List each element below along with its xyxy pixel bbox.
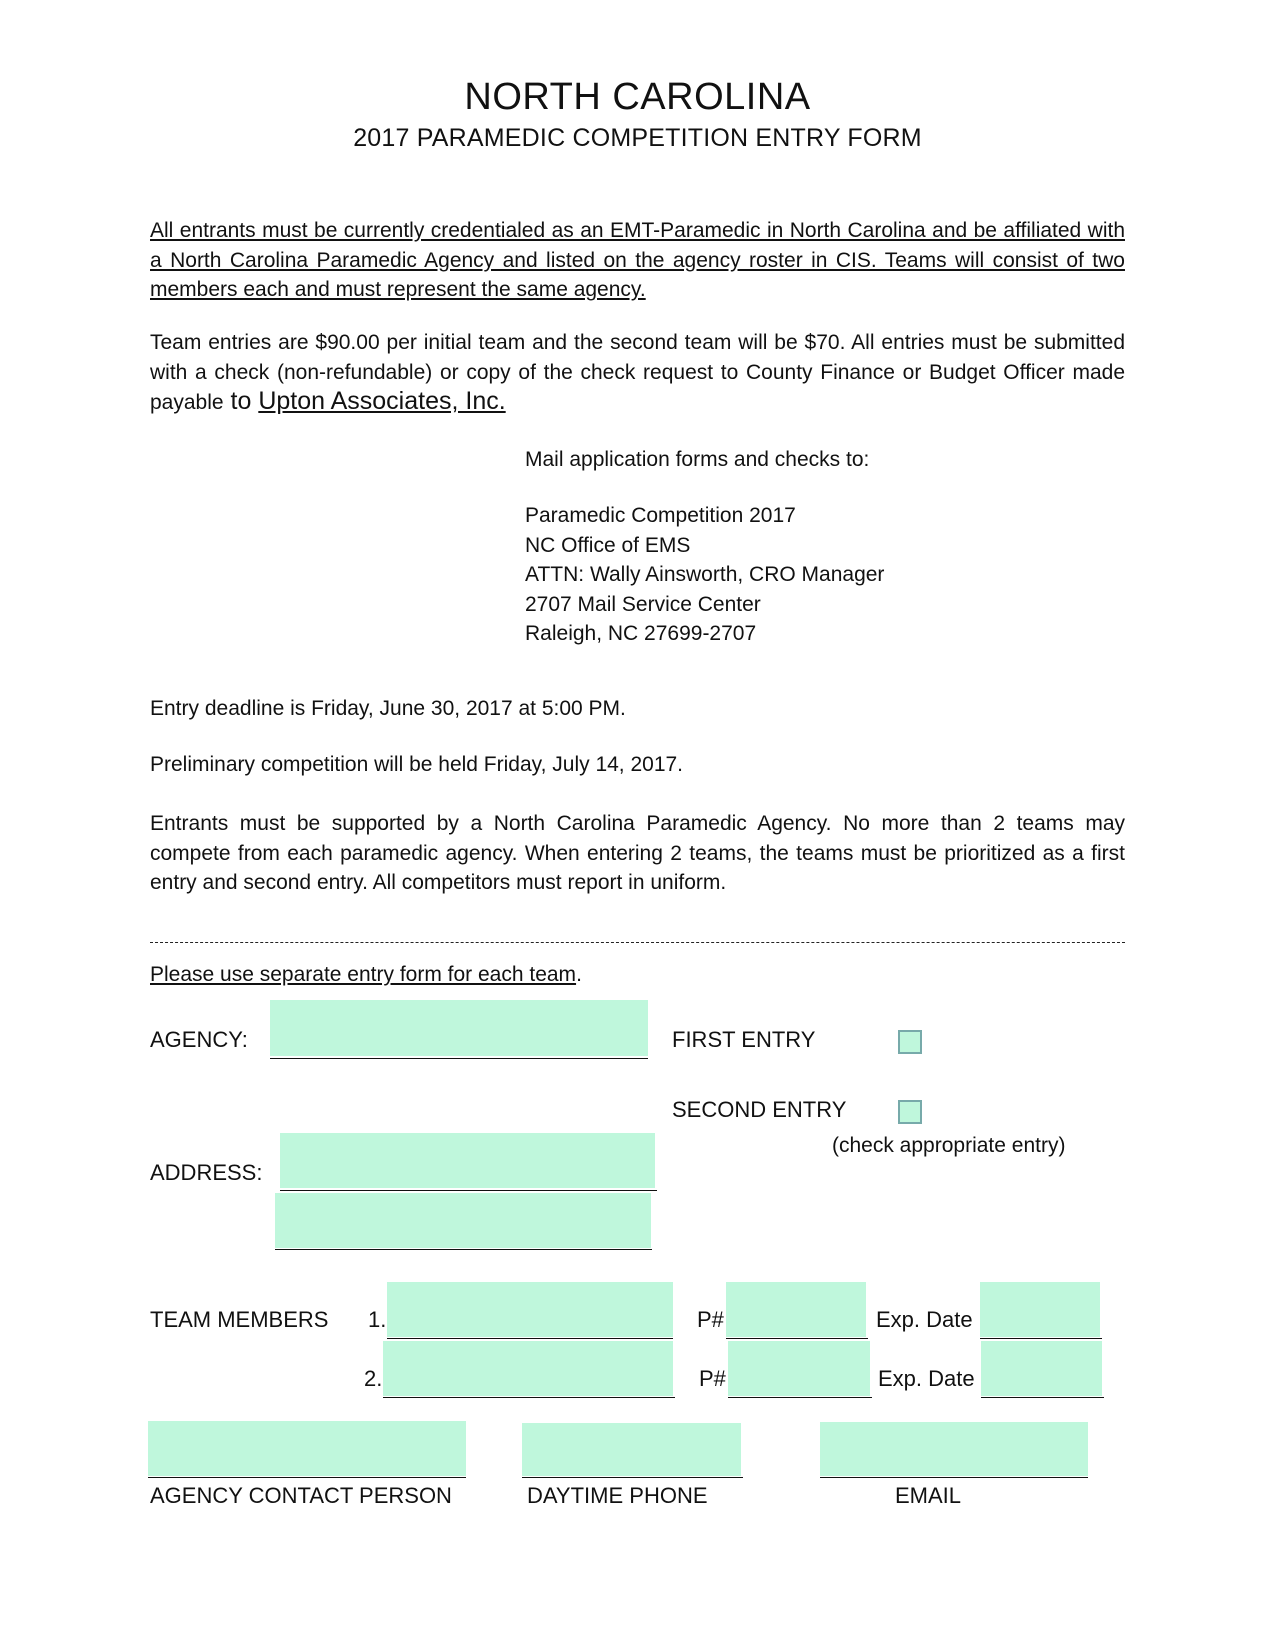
entry-deadline: Entry deadline is Friday, June 30, 2017 at 5:00 PM. bbox=[150, 697, 626, 720]
email-underline bbox=[820, 1477, 1088, 1478]
separate-note-text: Please use separate entry form for each team bbox=[150, 963, 577, 986]
member2-number: 2. bbox=[364, 1366, 383, 1391]
member1-name-underline bbox=[387, 1338, 673, 1339]
member2-exp-underline bbox=[981, 1397, 1104, 1398]
mail-address-line: Raleigh, NC 27699-2707 bbox=[525, 622, 757, 645]
eligibility-paragraph: All entrants must be currently credentialed as an EMT-Paramedic in North Carolina and be affiliated with a North Carolina Paramedic Agency and listed on the agency roster in CIS. Teams will consist of two members each and must represent the same agency. bbox=[150, 219, 1125, 301]
fees-text: Team entries are $90.00 per initial team and the second team will be $70. All entries must be submitted with a check (non-refundable) or copy of the check request to County Finance or Budget Officer made payable bbox=[150, 331, 1125, 414]
member2-exp-label: Exp. Date bbox=[878, 1366, 975, 1391]
fees-paragraph bbox=[150, 328, 1125, 418]
mail-address-line: ATTN: Wally Ainsworth, CRO Manager bbox=[525, 563, 885, 586]
fees-to-text: to bbox=[223, 387, 259, 415]
separate-form-note bbox=[150, 963, 582, 987]
member2-p-input[interactable] bbox=[728, 1341, 870, 1396]
address-line1-underline bbox=[280, 1190, 657, 1191]
daytime-phone-underline bbox=[522, 1477, 743, 1478]
member2-name-underline bbox=[383, 1397, 675, 1398]
second-entry-label: SECOND ENTRY bbox=[672, 1097, 847, 1122]
address-line2-underline bbox=[275, 1249, 652, 1250]
agency-underline bbox=[270, 1058, 648, 1059]
email-label: EMAIL bbox=[895, 1483, 962, 1508]
second-entry-checkbox[interactable] bbox=[898, 1100, 922, 1124]
address-line1-input[interactable] bbox=[280, 1133, 655, 1188]
mail-heading: Mail application forms and checks to: bbox=[525, 448, 870, 471]
page-subtitle: 2017 PARAMEDIC COMPETITION ENTRY FORM bbox=[353, 124, 922, 152]
address-line2-input[interactable] bbox=[275, 1193, 651, 1248]
contact-person-label: AGENCY CONTACT PERSON bbox=[150, 1483, 452, 1508]
separate-note-period: . bbox=[576, 963, 582, 986]
agency-input[interactable] bbox=[270, 1000, 648, 1056]
support-paragraph: Entrants must be supported by a North Carolina Paramedic Agency. No more than 2 teams may compete from each paramedic agency. When entering 2 teams, the teams must be prioritized as a first entry and second entry. All competitors must report in uniform. bbox=[150, 812, 1125, 894]
member1-number: 1. bbox=[368, 1307, 387, 1332]
contact-person-underline bbox=[148, 1477, 466, 1478]
member2-p-underline bbox=[728, 1397, 872, 1398]
member1-exp-underline bbox=[980, 1338, 1102, 1339]
separator-line bbox=[150, 942, 1125, 943]
payee-name: Upton Associates, Inc. bbox=[258, 387, 506, 415]
mail-address-line: NC Office of EMS bbox=[525, 533, 691, 557]
daytime-phone-label: DAYTIME PHONE bbox=[527, 1483, 708, 1508]
page-title: NORTH CAROLINA bbox=[464, 76, 811, 118]
check-entry-note: (check appropriate entry) bbox=[832, 1134, 1066, 1157]
member2-p-label: P# bbox=[699, 1366, 726, 1391]
mail-address-line: 2707 Mail Service Center bbox=[525, 592, 761, 616]
mail-address-line: Paramedic Competition 2017 bbox=[525, 504, 796, 527]
team-members-label: TEAM MEMBERS bbox=[150, 1307, 329, 1332]
member1-p-label: P# bbox=[697, 1307, 724, 1332]
agency-label: AGENCY: bbox=[150, 1027, 248, 1052]
first-entry-label: FIRST ENTRY bbox=[672, 1027, 816, 1052]
mail-address-block bbox=[525, 501, 884, 649]
preliminary-date: Preliminary competition will be held Friday, July 14, 2017. bbox=[150, 753, 684, 776]
member1-exp-input[interactable] bbox=[980, 1282, 1100, 1337]
member1-name-input[interactable] bbox=[387, 1282, 673, 1337]
member1-p-underline bbox=[726, 1338, 868, 1339]
member1-exp-label: Exp. Date bbox=[876, 1307, 973, 1332]
member2-name-input[interactable] bbox=[383, 1341, 673, 1396]
email-input[interactable] bbox=[820, 1422, 1088, 1476]
member2-exp-input[interactable] bbox=[981, 1341, 1102, 1396]
daytime-phone-input[interactable] bbox=[522, 1423, 741, 1476]
contact-person-input[interactable] bbox=[148, 1421, 466, 1476]
address-label: ADDRESS: bbox=[150, 1160, 263, 1185]
first-entry-checkbox[interactable] bbox=[898, 1030, 922, 1054]
member1-p-input[interactable] bbox=[726, 1282, 866, 1337]
